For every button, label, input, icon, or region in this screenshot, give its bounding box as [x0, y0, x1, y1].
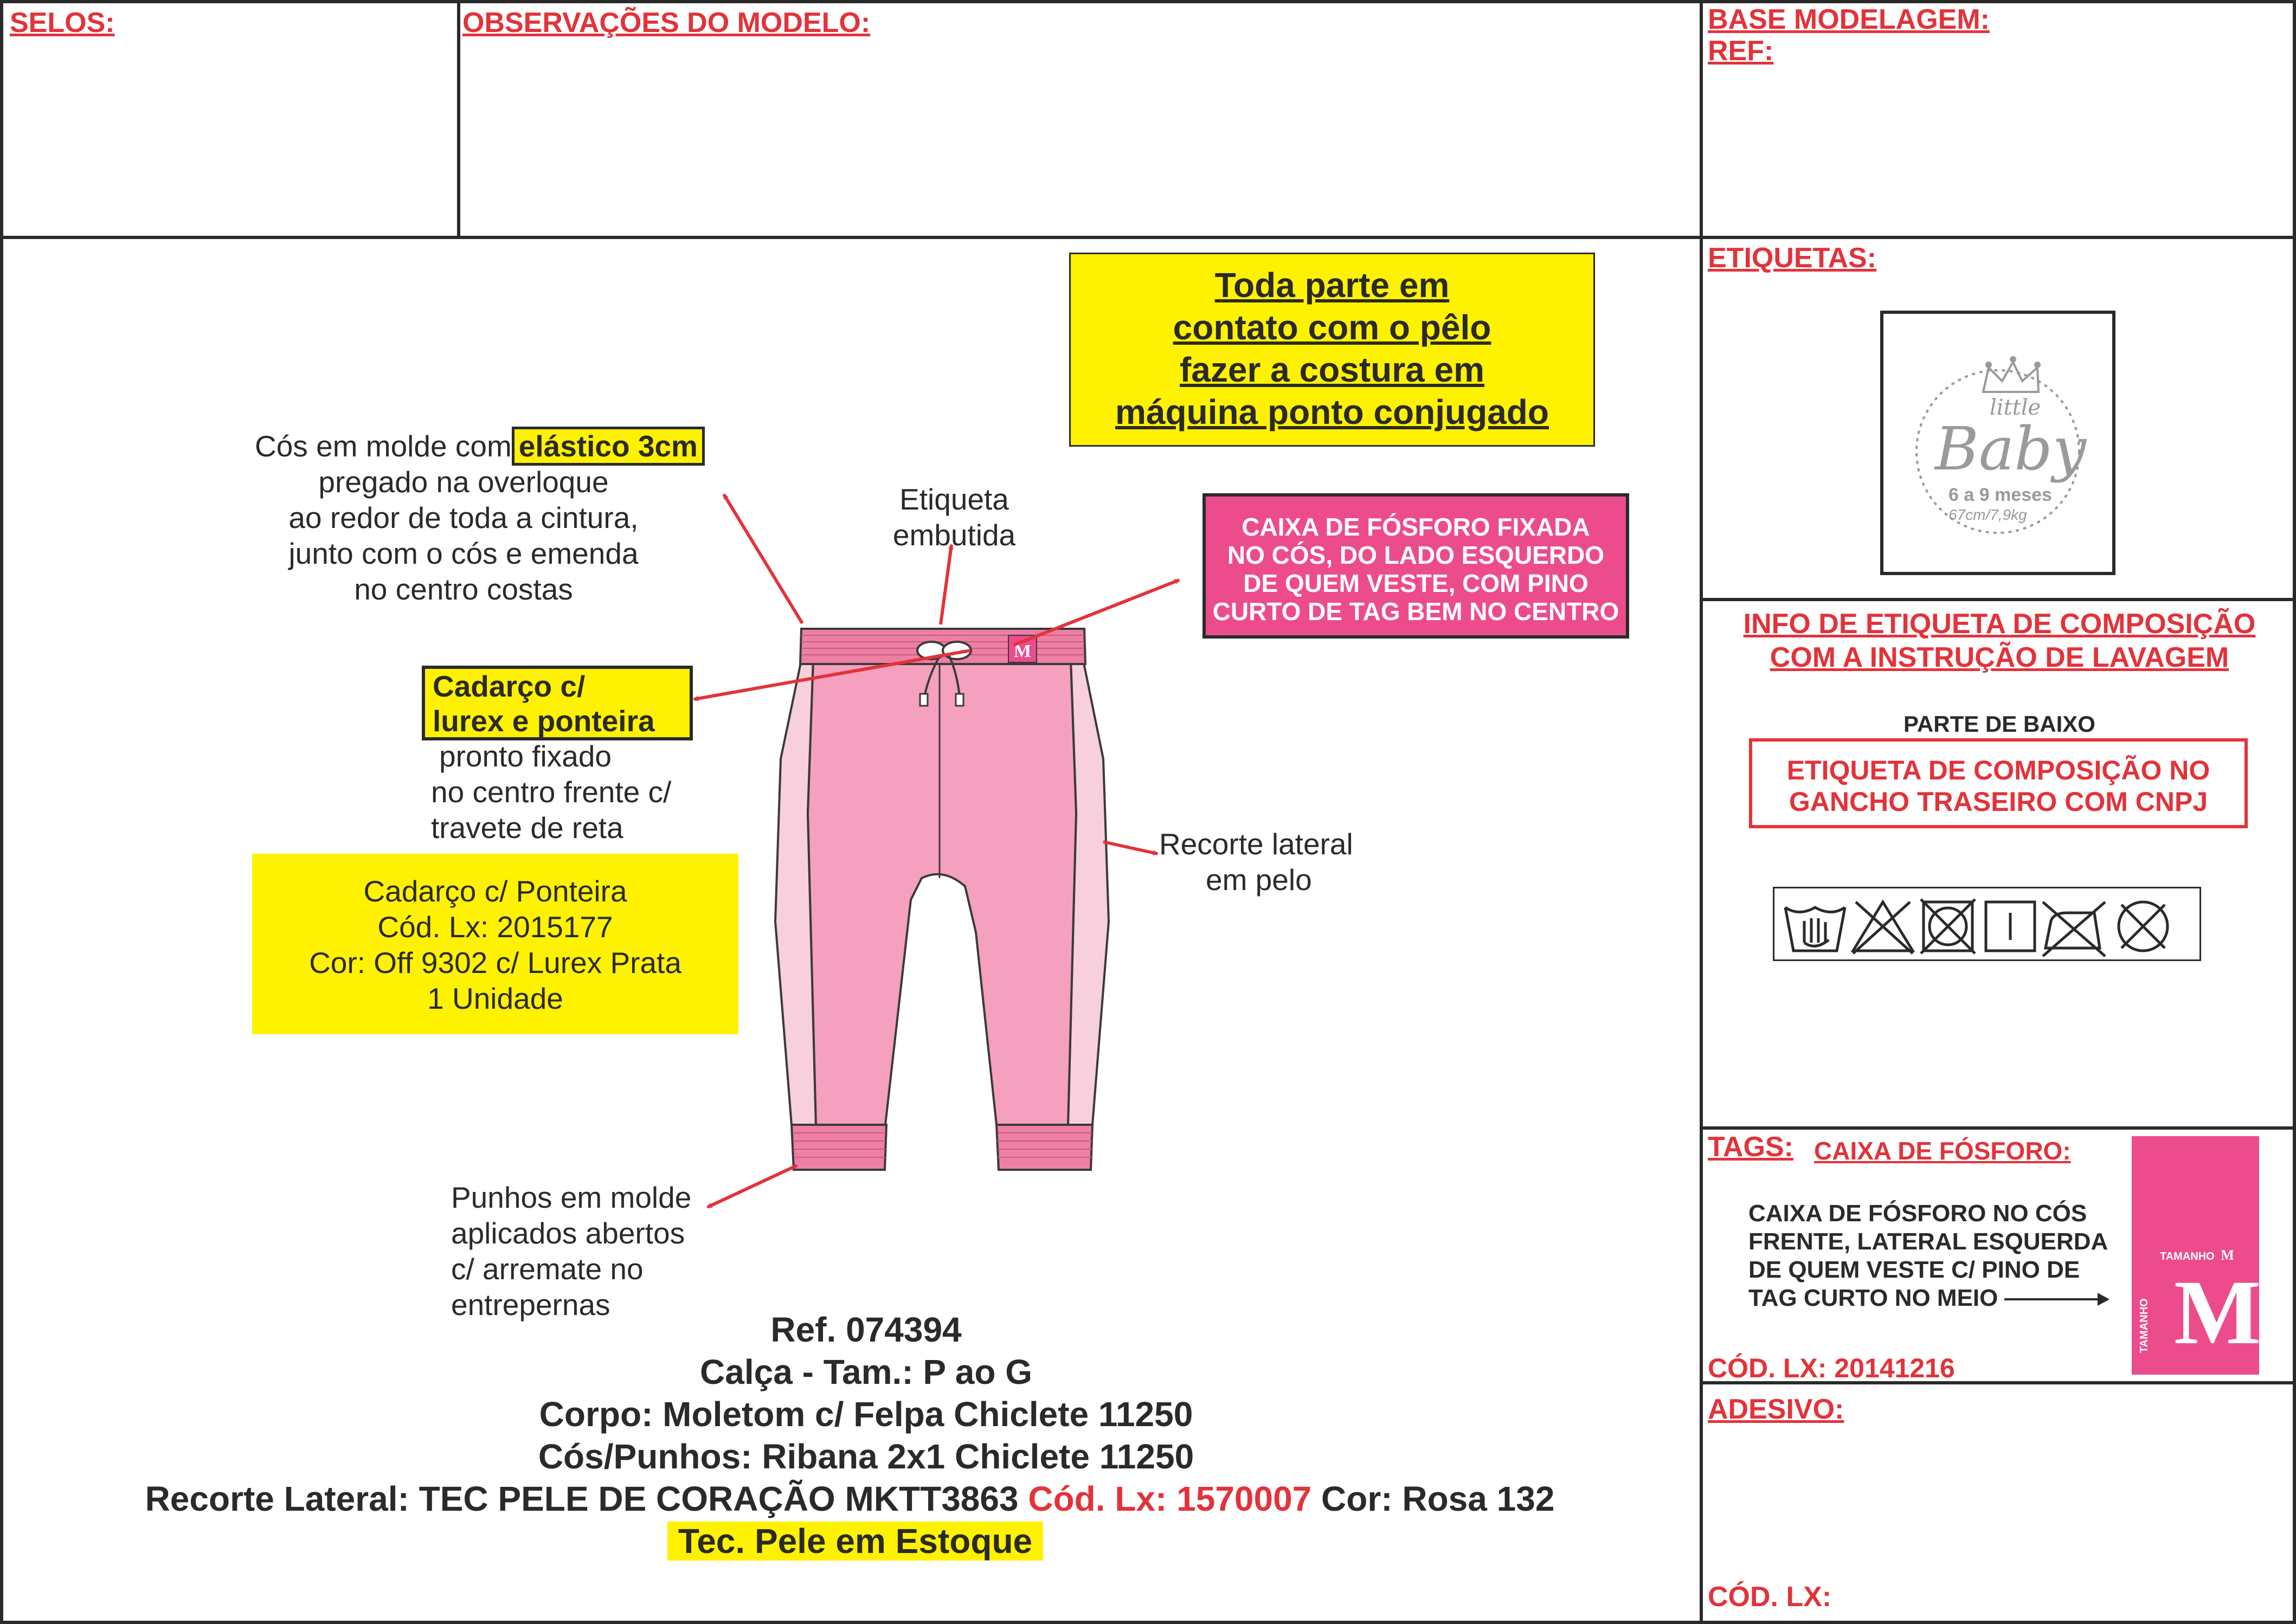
spec-calca: Calça - Tam.: P ao G	[700, 1352, 1032, 1391]
size-tag-letter: M	[2174, 1261, 2261, 1363]
composicao-line: ETIQUETA DE COMPOSIÇÃO NO	[1786, 755, 2210, 785]
tag-instruction-last: TAG CURTO NO MEIO	[1748, 1285, 1998, 1311]
toda-parte-box	[1069, 253, 1595, 447]
line-dry-icon	[1986, 902, 2035, 951]
cos-note-line: ao redor de toda a cintura,	[288, 501, 639, 534]
logo-little: little	[1990, 395, 2041, 420]
spec-cos-punhos: Cós/Punhos: Ribana 2x1 Chiclete 11250	[538, 1437, 1194, 1476]
info-etiqueta-title	[1703, 607, 2296, 674]
tag-instruction-line: CAIXA DE FÓSFORO NO CÓS	[1748, 1200, 2087, 1227]
info-title-line: INFO DE ETIQUETA DE COMPOSIÇÃO	[1743, 608, 2256, 640]
punhos-line: aplicados abertos	[451, 1216, 685, 1250]
size-tag-vertical-label: TAMANHO	[2138, 1298, 2150, 1353]
drawstring-tip-right	[956, 694, 963, 706]
etiquetas-header: ETIQUETAS:	[1708, 242, 1877, 274]
toda-parte-line: Toda parte em	[1214, 266, 1450, 305]
tags-header: TAGS:	[1708, 1131, 1793, 1163]
ref-header: REF:	[1708, 35, 1774, 67]
hand-wash-icon	[1785, 907, 1845, 951]
caixa-fixada-line: CURTO DE TAG BEM NO CENTRO	[1212, 597, 1619, 626]
cos-note-line: pregado na overloque	[318, 465, 609, 499]
cadarco-info-line: Cód. Lx: 2015177	[377, 910, 613, 944]
spec-ref: Ref. 074394	[770, 1310, 962, 1349]
cadarco-note-line: travete de reta	[431, 811, 623, 845]
tag-cod-lx: CÓD. LX: 20141216	[1708, 1353, 1955, 1383]
caixa-fixada-line: CAIXA DE FÓSFORO FIXADA	[1242, 513, 1590, 541]
caixa-fixada-line: NO CÓS, DO LADO ESQUERDO	[1227, 541, 1605, 569]
base-modelagem-header: BASE MODELAGEM:	[1708, 4, 1990, 35]
cuff-left	[792, 1125, 886, 1170]
cos-note-first-line	[255, 428, 743, 464]
cadarco-info-line: Cor: Off 9302 c/ Lurex Prata	[309, 946, 681, 979]
composicao-line: GANCHO TRASEIRO COM CNPJ	[1789, 787, 2208, 817]
logo-size: 6 a 9 meses	[1948, 485, 2052, 505]
pants-body	[808, 660, 1076, 1125]
cos-note-line: no centro costas	[354, 572, 573, 606]
caixa-fosforo-header: CAIXA DE FÓSFORO:	[1814, 1137, 2071, 1165]
cadarco-note-line: no centro frente c/	[431, 775, 672, 809]
tag-instruction-line: FRENTE, LATERAL ESQUERDA	[1748, 1228, 2108, 1255]
spec-corpo: Corpo: Moletom c/ Felpa Chiclete 11250	[539, 1395, 1193, 1434]
cadarco-box	[422, 666, 693, 740]
tag-instructions	[1748, 1200, 2128, 1312]
cadarco-note-line: pronto fixado	[439, 739, 612, 773]
info-title-line: COM A INSTRUÇÃO DE LAVAGEM	[1770, 642, 2229, 673]
cadarco-note	[431, 738, 756, 846]
tag-instruction-line	[1748, 1284, 2128, 1312]
no-tumble-dry-icon	[1921, 899, 1975, 953]
spec-estoque: Tec. Pele em Estoque	[667, 1522, 1043, 1561]
punhos-line: Punhos em molde	[451, 1181, 692, 1214]
arrow-head	[2098, 1293, 2110, 1306]
cadarco-info-line: 1 Unidade	[427, 982, 563, 1015]
etiqueta-embutida-line: embutida	[892, 518, 1016, 552]
punhos-note	[451, 1180, 733, 1323]
recorte-line: Recorte lateral	[1159, 827, 1353, 861]
toda-parte-line: máquina ponto conjugado	[1115, 392, 1549, 431]
tag-instruction-line: DE QUEM VESTE C/ PINO DE	[1748, 1256, 2080, 1283]
spec-recorte	[0, 1478, 1700, 1520]
size-tag	[2132, 1136, 2259, 1375]
logo-measure: 67cm/7,9kg	[1948, 506, 2027, 523]
cadarco-info-box	[252, 854, 738, 1034]
cos-note	[255, 428, 743, 607]
etiqueta-embutida-line: Etiqueta	[899, 482, 1009, 516]
care-symbols	[1773, 887, 2201, 961]
brand-label	[1880, 311, 2115, 575]
logo-baby: Baby	[1935, 414, 2086, 484]
spec-recorte-cor: Cor: Rosa 132	[1321, 1479, 1555, 1518]
no-bleach-icon	[1853, 902, 1913, 953]
recorte-note	[1159, 826, 1387, 898]
spec-recorte-text: Recorte Lateral: TEC PELE DE CORAÇÃO MKTT3863	[145, 1479, 1019, 1518]
caixa-fixada-line: DE QUEM VESTE, COM PINO	[1243, 569, 1588, 597]
spec-estoque-row	[0, 1520, 1700, 1562]
svg-text:M: M	[1013, 641, 1032, 661]
composicao-box	[1749, 738, 2248, 828]
parte-de-baixo: PARTE DE BAIXO	[1903, 711, 2095, 737]
cadarco-box-line: lurex e ponteira	[433, 704, 655, 738]
selos-header: SELOS:	[10, 7, 115, 38]
recorte-line: em pelo	[1206, 863, 1312, 897]
punhos-line: entrepernas	[451, 1288, 610, 1322]
cuff-right	[996, 1125, 1092, 1170]
spec-recorte-cod: Cód. Lx: 1570007	[1028, 1479, 1312, 1518]
cadarco-box-line: Cadarço c/	[433, 669, 586, 703]
cos-note-line: junto com o cós e emenda	[288, 537, 639, 570]
observacoes-header: OBSERVAÇÕES DO MODELO:	[462, 7, 871, 38]
punhos-line: c/ arremate no	[451, 1252, 644, 1286]
cadarco-info-line: Cadarço c/ Ponteira	[363, 874, 627, 908]
drawstring-tip-left	[920, 694, 928, 706]
adesivo-header: ADESIVO:	[1708, 1394, 1844, 1425]
no-dry-clean-icon	[2119, 902, 2168, 951]
elastico-highlight: elástico 3cm	[512, 427, 705, 466]
size-tag-small-letter: M	[2221, 1247, 2234, 1263]
crown-icon	[1983, 362, 2038, 392]
toda-parte-line: fazer a costura em	[1179, 350, 1485, 389]
toda-parte-line: contato com o pêlo	[1173, 308, 1491, 347]
spec-block	[0, 1309, 1700, 1562]
caixa-fixada-box	[1202, 493, 1629, 639]
adesivo-cod-lx: CÓD. LX:	[1708, 1581, 1832, 1613]
arrow-right-icon	[2004, 1298, 2107, 1300]
cos-note-prefix: Cós em molde com	[255, 429, 512, 463]
tamanho-text: TAMANHO	[2160, 1251, 2215, 1262]
etiqueta-embutida-note	[867, 481, 1041, 553]
no-iron-icon	[2043, 902, 2105, 956]
